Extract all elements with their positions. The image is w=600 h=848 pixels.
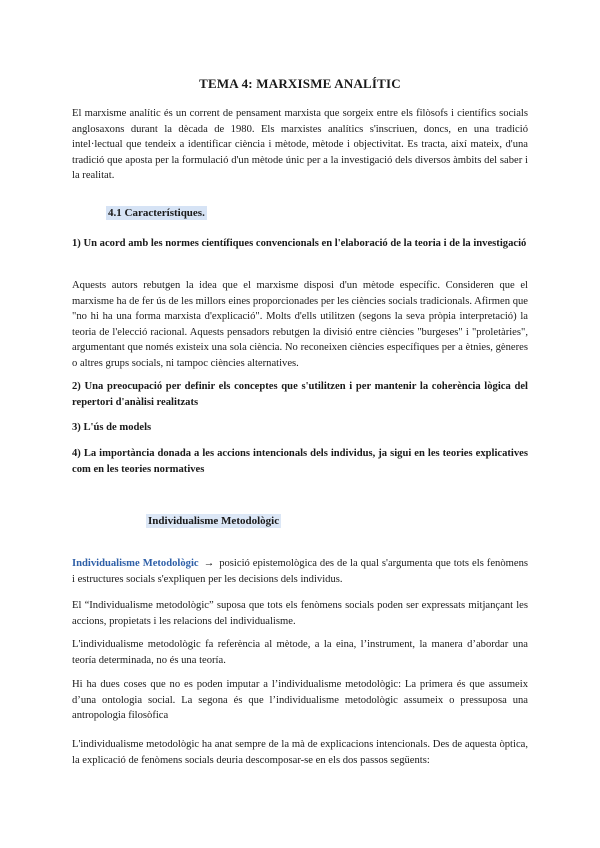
point2-heading: 2) Una preocupació per definir els conceptes que s'utilitzen i per mantenir la coherència lògica del repertori d'anàlisi realitzats <box>72 381 528 408</box>
point3-heading: 3) L'ús de models <box>72 422 152 433</box>
right-arrow-icon: → <box>203 558 215 569</box>
paragraph-b: L'individualisme metodològic fa referència al mètode, a la eina, l’instrument, la manera d’abordar una teoría determinada, no és una teoría. <box>72 639 528 666</box>
individualism-subheading: Individualisme Metodològic <box>148 515 280 527</box>
section-heading: 4.1 Característiques. <box>108 207 205 219</box>
paragraph-d: L'individualisme metodològic ha anat sempre de la mà de explicacions intencionals. Des de aquesta òptica, la explicació de fenòmens socials deuria descomposar-se en els dos passos següents: <box>72 739 528 766</box>
document-title: TEMA 4: MARXISME ANALÍTIC <box>199 76 401 91</box>
paragraph-a: El “Individualisme metodològic” suposa que tots els fenòmens socials poden ser expressats mitjançant les accions, propietats i les relacions del individualisme. <box>72 600 528 627</box>
point4-heading: 4) La importància donada a les accions intencionals dels individus, ja sigui en les teories explicatives com en les teories normatives <box>72 448 528 475</box>
definition-text: posició epistemològica des de la qual s'argumenta que tots els fenòmens i estructures socials s'expliquen per les decisions dels individus. <box>72 558 528 585</box>
paragraph-c: Hi ha dues coses que no es poden imputar a l’individualisme metodològic: La primera és que assumeix d’una ontologia social. La segona és que l’individualisme metodològic assumeix o pressuposa una antropologia filosòfica <box>72 679 528 722</box>
point1-heading: 1) Un acord amb les normes científiques convencionals en l'elaboració de la teoria i de la investigació <box>72 238 527 249</box>
definition-term: Individualisme Metodològic <box>72 558 199 569</box>
intro-paragraph: El marxisme analític és un corrent de pensament marxista que sorgeix entre els filòsofs i científics socials anglosaxons durant la dècada de 1980. Els marxistes analítics s'inscriuen, doncs, en una tradició intel·lectual que tendeix a identificar ciència i mètode, mètode i objectivitat. Es tracta, així mateix, d'una tradició que aposta per la formulació d'un mètode únic per a la investigació dels diversos àmbits del saber i la realitat. <box>72 108 528 182</box>
point1-paragraph: Aquests autors rebutgen la idea que el marxisme disposi d'un mètode específic. Consideren que el marxisme ha de fer ús de les millors eines proporcionades per les ciències socials tradicionals. Afirmen que "no hi ha una forma marxista d'explicació". Molts d'ells utilitzen (segons la seva pròpia interpretació) la teoria de l'elecció racional. Aquests pensadors rebutgen la divisió entre ciències "burgeses" i "proletàries", argumentant que només existeix una sola ciència. No reconeixen ciències específiques per a ètnies, gèneres o altres grups socials, ni tampoc ciències alternatives. <box>72 280 528 369</box>
document-page <box>72 0 528 848</box>
definition-paragraph <box>72 556 528 587</box>
